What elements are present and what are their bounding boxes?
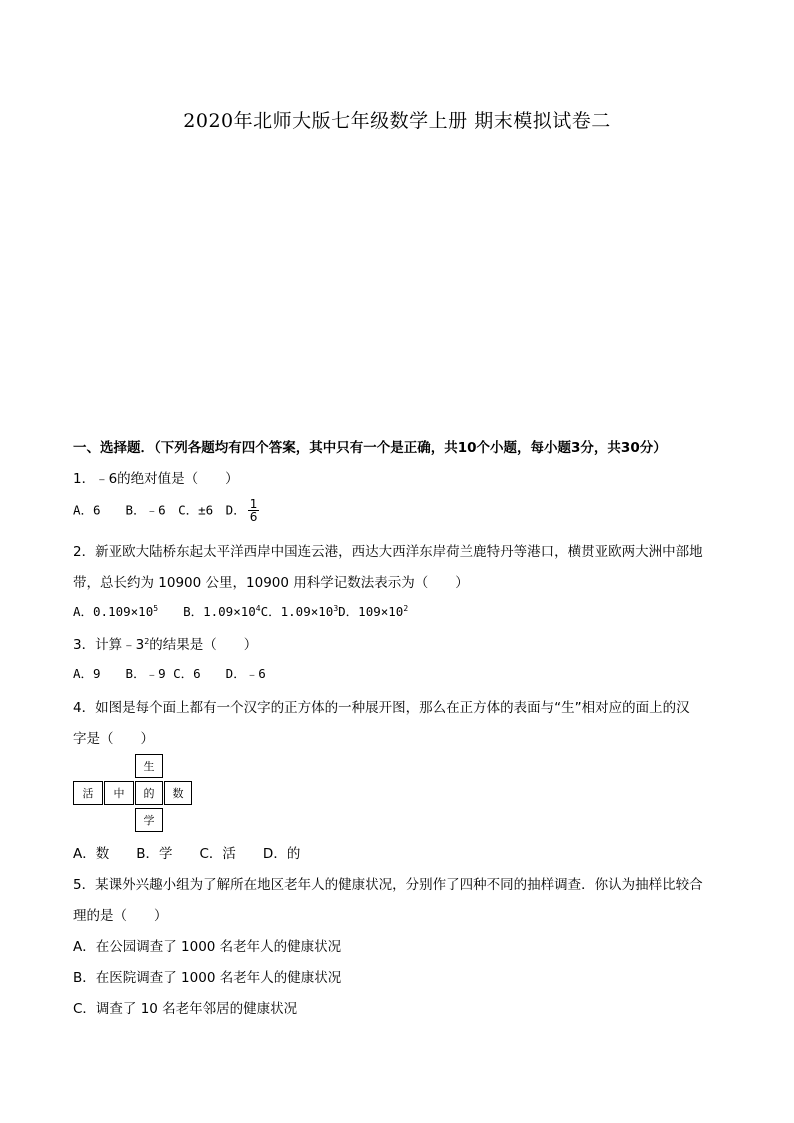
question-1-options [73, 498, 259, 523]
net-cell: 生 [135, 754, 163, 778]
question-5-option-b: B．在医院调查了 1000 名老年人的健康状况 [73, 970, 342, 986]
question-1-stem: 1．﹣6的绝对值是（ ） [73, 471, 239, 487]
question-3-options: A．9 B．﹣9 C．6 D．﹣6 [73, 666, 266, 681]
fraction [248, 498, 260, 523]
option-d-exponent: 2 [403, 604, 409, 613]
option-c-exponent: 3 [333, 604, 339, 613]
question-5-stem-line1: 5．某课外兴趣小组为了解所在地区老年人的健康状况，分别作了四种不同的抽样调查．你认为抽样比较合 [73, 877, 703, 893]
net-cell: 数 [164, 781, 192, 805]
page-title: 2020年北师大版七年级数学上册 期末模拟试卷二 [183, 110, 611, 132]
question-3-stem [73, 633, 257, 653]
question-3-stem-post: 的结果是（ ） [149, 637, 258, 653]
option-b-exponent: 4 [255, 604, 261, 613]
section-heading: 一、选择题．（下列各题均有四个答案，其中只有一个是正确，共10个小题，每小题3分，共30分） [73, 440, 667, 456]
option-a-exponent: 5 [153, 604, 159, 613]
question-5-option-a: A．在公园调查了 1000 名老年人的健康状况 [73, 939, 342, 955]
question-5-option-c: C．调查了 10 名老年邻居的健康状况 [73, 1001, 298, 1017]
question-3-stem-pre: 3．计算﹣3 [73, 637, 145, 653]
question-2-stem-line1: 2．新亚欧大陆桥东起太平洋西岸中国连云港，西达大西洋东岸荷兰鹿特丹等港口，横贯亚欧两大洲中部地 [73, 544, 703, 560]
question-2-stem-line2: 带，总长约为 10900 公里，10900 用科学记数法表示为（ ） [73, 575, 469, 591]
net-cell: 中 [104, 781, 134, 805]
fraction-numerator: 1 [249, 497, 258, 511]
question-3-exponent: 2 [144, 637, 150, 646]
fraction-denominator: 6 [249, 510, 258, 524]
option-d: D．109×10 [338, 604, 404, 619]
option-a: A．0.109×10 [73, 604, 154, 619]
question-4-stem-line1: 4．如图是每个面上都有一个汉字的正方体的一种展开图，那么在正方体的表面与“生”相对应的面上的汉 [73, 700, 690, 716]
net-cell: 的 [135, 781, 163, 805]
question-4-options: A．数 B．学 C．活 D．的 [73, 846, 301, 862]
question-1-option-text: A．6 B．﹣6 C．±6 D． [73, 502, 246, 518]
question-5-stem-line2: 理的是（ ） [73, 908, 168, 924]
question-2-options [73, 602, 408, 620]
option-c: C．1.09×10 [260, 604, 334, 619]
option-b: B．1.09×10 [158, 604, 256, 619]
net-cell: 学 [135, 808, 163, 832]
net-cell: 活 [73, 781, 103, 805]
cube-net-diagram [73, 754, 193, 832]
question-4-stem-line2: 字是（ ） [73, 731, 154, 747]
